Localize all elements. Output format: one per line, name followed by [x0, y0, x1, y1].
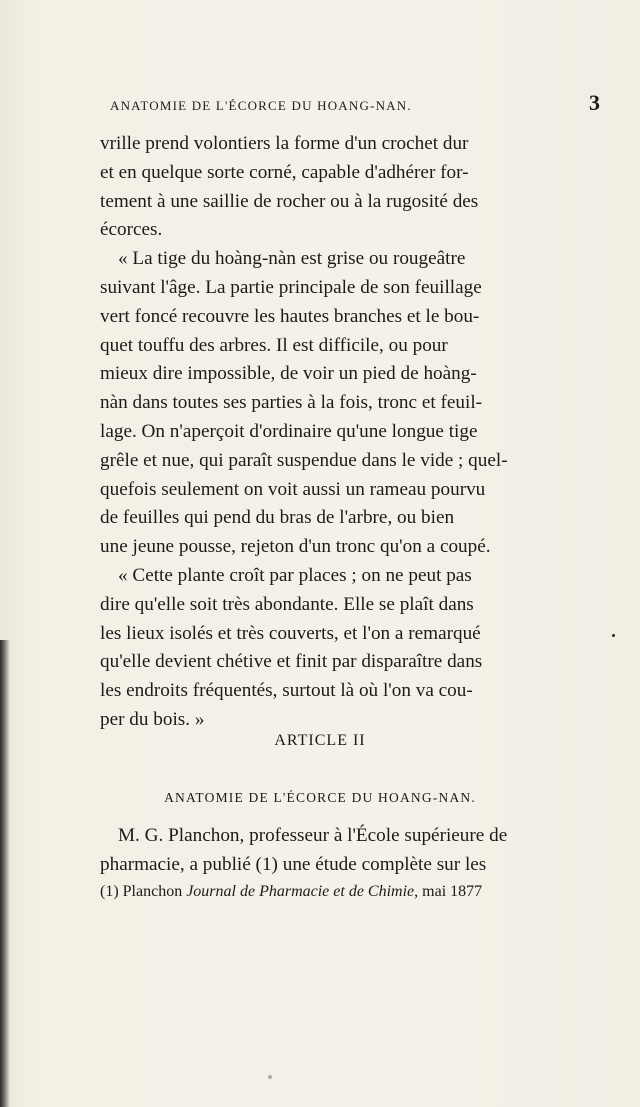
text-line: les endroits fréquentés, surtout là où l'on va cou- — [100, 680, 473, 702]
text-line: et en quelque sorte corné, capable d'adhérer for- — [100, 161, 469, 183]
footnote-marker: (1) Planchon — [100, 883, 183, 900]
print-speck — [612, 634, 615, 637]
text-line: « La tige du hoàng-nàn est grise ou rougeâtre — [118, 248, 466, 270]
text-line: lage. On n'aperçoit d'ordinaire qu'une longue tige — [100, 420, 478, 442]
running-header: ANATOMIE DE L'ÉCORCE DU HOANG-NAN. — [110, 98, 412, 113]
text-line: une jeune pousse, rejeton d'un tronc qu'on a coupé. — [100, 536, 491, 558]
footnote — [100, 881, 640, 903]
text-line: écorces. — [100, 219, 163, 241]
paragraph — [100, 130, 620, 245]
text-line: vert foncé recouvre les hautes branches et le bou- — [100, 305, 480, 327]
binding-shadow — [0, 640, 10, 1107]
article-subtitle: ANATOMIE DE L'ÉCORCE DU HOANG-NAN. — [164, 790, 476, 805]
text-line: de feuilles qui pend du bras de l'arbre, ou bien — [100, 507, 455, 529]
footnote-journal: Journal de Pharmacie et de Chimie, — [186, 883, 419, 900]
print-speck — [268, 1075, 272, 1079]
footnote-date: mai 1877 — [422, 883, 483, 900]
text-line: mieux dire impossible, de voir un pied de hoàng- — [100, 363, 477, 385]
text-line: qu'elle devient chétive et finit par disparaître dans — [100, 651, 483, 673]
body-text-top — [100, 130, 620, 735]
paragraph — [100, 245, 620, 562]
paragraph — [100, 562, 620, 735]
text-line: nàn dans toutes ses parties à la fois, tronc et feuil- — [100, 392, 483, 414]
text-line: per du bois. » — [100, 708, 205, 730]
text-line: pharmacie, a publié (1) une étude complète sur les — [100, 853, 487, 875]
text-line: « Cette plante croît par places ; on ne peut pas — [118, 564, 472, 586]
page-number: 3 — [589, 90, 600, 115]
body-text-bottom — [100, 822, 620, 880]
text-line: grêle et nue, qui paraît suspendue dans le vide ; quel- — [100, 449, 508, 471]
text-line: M. G. Planchon, professeur à l'École supérieure de — [118, 825, 508, 846]
text-line: tement à une saillie de rocher ou à la rugosité des — [100, 190, 479, 212]
text-line: vrille prend volontiers la forme d'un crochet dur — [100, 133, 469, 154]
text-line: suivant l'âge. La partie principale de son feuillage — [100, 276, 482, 298]
text-line: quefois seulement on voit aussi un rameau pourvu — [100, 478, 486, 500]
paragraph — [100, 822, 620, 880]
text-line: quet touffu des arbres. Il est difficile, ou pour — [100, 334, 448, 356]
text-line: les lieux isolés et très couverts, et l'on a remarqué — [100, 622, 481, 644]
text-line: dire qu'elle soit très abondante. Elle se plaît dans — [100, 593, 474, 615]
article-title: ARTICLE II — [274, 732, 366, 749]
